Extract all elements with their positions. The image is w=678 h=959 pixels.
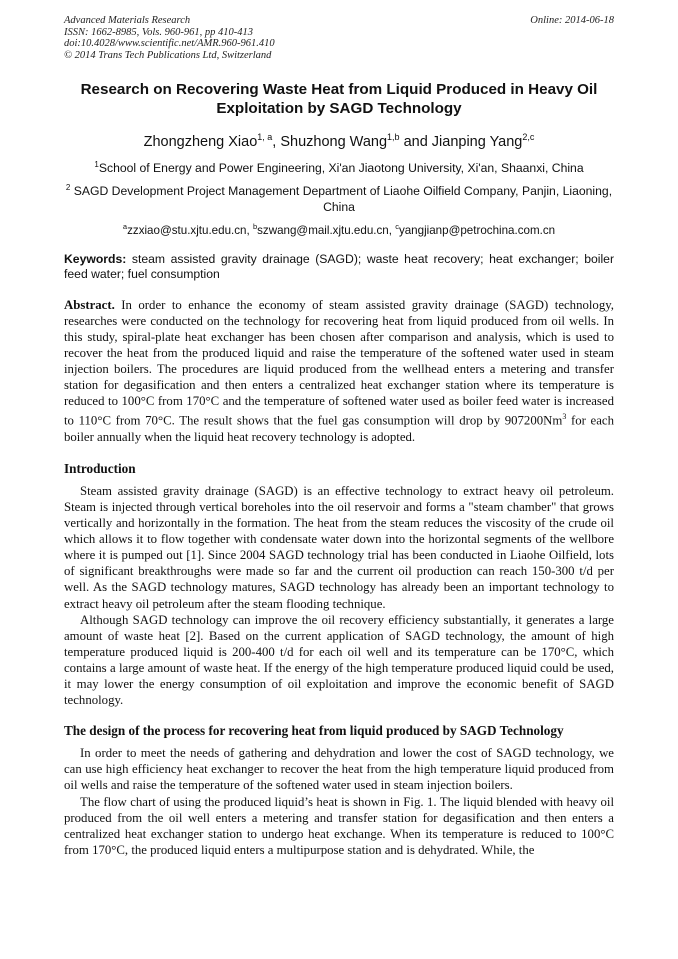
- abstract-label: Abstract.: [64, 297, 115, 312]
- author-sup: 2,c: [522, 132, 535, 142]
- email-sup: a: [122, 221, 128, 231]
- abstract-unit-sup: 3: [562, 412, 567, 422]
- email-link[interactable]: yangjianp@petrochina.com.cn: [398, 223, 556, 237]
- section-heading: Introduction: [64, 460, 136, 476]
- online-date: Online: 2014-06-18: [530, 15, 614, 26]
- author-list: [64, 128, 614, 151]
- author-name: Jianping Yang: [431, 133, 523, 150]
- body-paragraph: In order to meet the needs of gathering and dehydration and lower the cost of SAGD technology, we can use high efficiency heat exchanger to recover the heat from the high temperature liquid produced from oil wells and raise the temperature of the softened water used in steam injection boilers.: [64, 746, 614, 793]
- paper-content: [64, 80, 614, 858]
- journal-doi[interactable]: doi:10.4028/www.scientific.net/AMR.960-961.410: [64, 38, 275, 49]
- section-heading: The design of the process for recovering heat from liquid produced by SAGD Technology: [64, 723, 564, 739]
- body-paragraph: Steam assisted gravity drainage (SAGD) is an effective technology to extract heavy oil petroleum. Steam is injected through vertical boreholes into the oil reservoir and forms a "steam chamber" that grows vertically and horizontally in the formation. The heat from the steam reduces the viscosity of the crude oil which allows it to flow together with condensate water down into the horizontal segments of the wellbore where it is pumped out [1]. Since 2004 SAGD technology trial has been conducted in Liaohe Oilfield, lots of significant breakthroughs were made so far and the current oil production can reach 150-300 t/d per well. As the SAGD technology matures, SAGD technology has already been an important technology to extract heavy oil petroleum after the steam flooding technique.: [64, 483, 614, 611]
- journal-name: Advanced Materials Research: [64, 15, 191, 26]
- journal-header: [64, 15, 275, 61]
- email-sup: b: [252, 221, 258, 231]
- journal-issn: ISSN: 1662-8985, Vols. 960-961, pp 410-413: [64, 26, 253, 38]
- email-link[interactable]: szwang@mail.xjtu.edu.cn,: [257, 223, 396, 237]
- affiliation-text: School of Energy and Power Engineering, Xi'an Jiaotong University, Xi'an, Shaanxi, China: [98, 160, 584, 175]
- abstract-tail: for each boiler annually when the liquid heat recovery technology is adopted.: [64, 413, 614, 444]
- affiliation-sup: 2: [65, 182, 71, 192]
- author-separator: ,: [272, 133, 281, 150]
- abstract: [64, 297, 614, 445]
- journal-copyright: © 2014 Trans Tech Publications Ltd, Switzerland: [64, 49, 272, 61]
- affiliation: [64, 157, 614, 176]
- author-sup: 1,b: [387, 132, 400, 142]
- affiliation-sup: 1: [94, 159, 99, 169]
- affiliation-text: SAGD Development Project Management Department of Liaohe Oilfield Company, Panjin, Liaoning, China: [73, 183, 613, 214]
- keywords-text: steam assisted gravity drainage (SAGD); waste heat recovery; heat exchanger; boiler feed water; fuel consumption: [64, 251, 615, 282]
- abstract-text: In order to enhance the economy of steam assisted gravity drainage (SAGD) technology, researches were conducted on the technology for recovering heat from liquid produced from oil wells. In this study, spiral-plate heat exchanger has been chosen after comparison and analysis, which is used to recover the heat from the produced liquid and raise the temperature of the softened water used in steam injection boilers. The procedures are liquid produced from the wellhead enters a metering and transfer station for degasification and then enters a centralized heat exchanger station where its temperature is reduced to 100°C from 170°C and the temperature of softened water used as boiler feed water is increased to 110°C from 70°C. The result shows that the fuel gas consumption will drop by 907200Nm: [64, 297, 614, 428]
- author-sup: 1, a: [257, 132, 273, 142]
- body-paragraph: Although SAGD technology can improve the oil recovery efficiency substantially, it generates a large amount of waste heat [2]. Based on the current application of SAGD technology, the amount of high temperature produced liquid is 200-400 t/d for each oil well and its temperature can be 170°C, which contains a large amount of waste heat. If the energy of the high temperature produced liquid could be used, it may lower the energy consumption of oil exploitation and improve the economic benefit of SAGD technology.: [64, 612, 614, 708]
- body-paragraph: The flow chart of using the produced liquid’s heat is shown in Fig. 1. The liquid blended with heavy oil produced from the oil well enters a metering and transfer station for degasification and then enters a centralized heat exchanger station to undergo heat exchange. When its temperature is reduced to 100°C from 170°C, the produced liquid enters a multipurpose station and is dehydrated. While, the: [64, 794, 614, 857]
- affiliation: [64, 180, 614, 215]
- author-name: Zhongzheng Xiao: [143, 133, 258, 150]
- paper-title: Research on Recovering Waste Heat from Liquid Produced in Heavy Oil Exploitation by SAGD Technology: [80, 81, 598, 117]
- keywords: [64, 252, 614, 283]
- author-name: Shuzhong Wang: [280, 133, 388, 150]
- email-link[interactable]: zzxiao@stu.xjtu.edu.cn,: [127, 223, 253, 237]
- keywords-label: Keywords:: [64, 251, 127, 266]
- author-emails: [64, 219, 614, 238]
- author-separator: and: [399, 133, 432, 150]
- email-sup: c: [395, 221, 399, 231]
